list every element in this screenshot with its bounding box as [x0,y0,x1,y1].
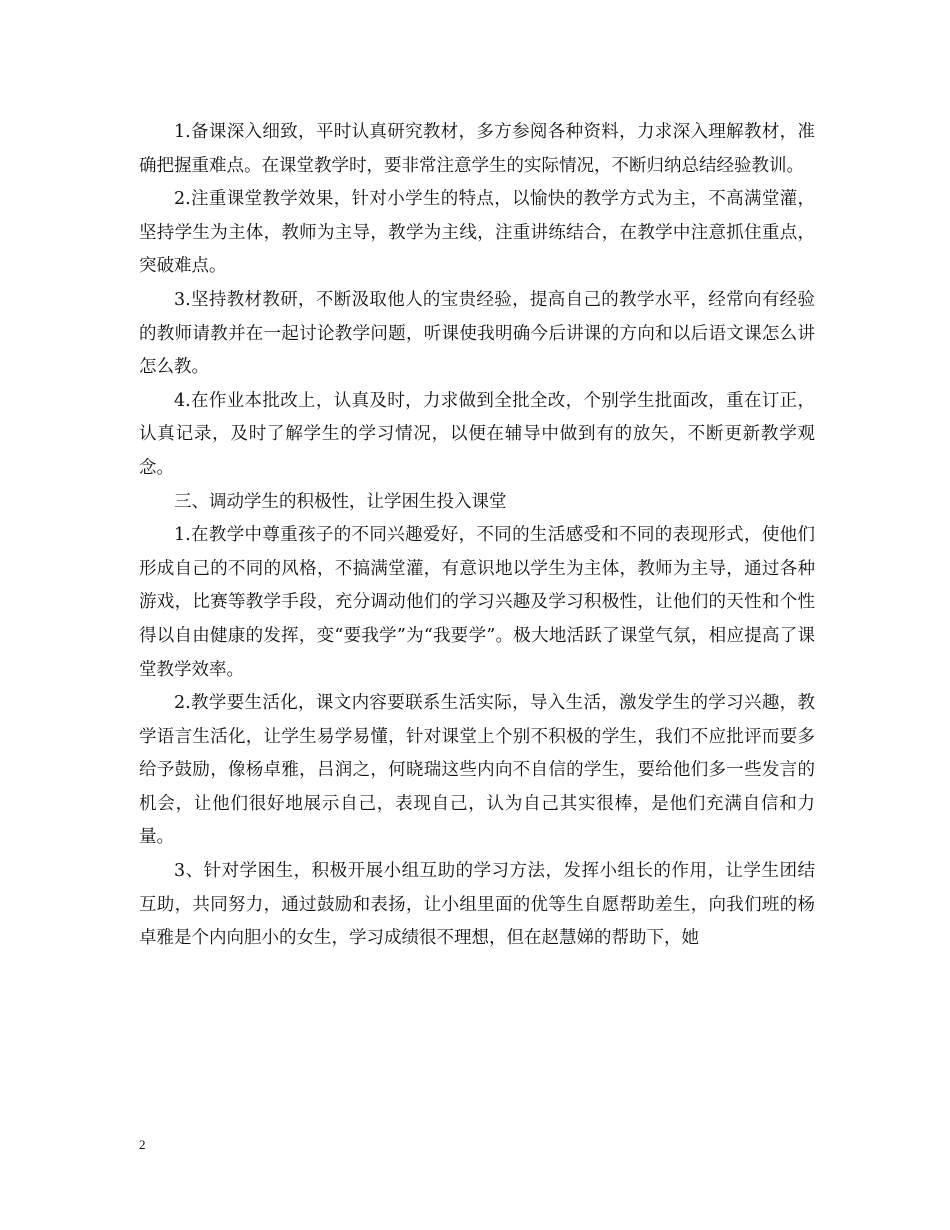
section-heading: 三、调动学生的积极性，让学困生投入课堂 [174,491,507,512]
page-number: 2 [139,1137,146,1152]
paragraph-4: 4.在作业本批改上，认真及时，力求做到全批全改，个别学生批面改，重在订正，认真记录，及时了解学生的学习情况，以便在辅导中做到有的放矢，不断更新教学观念。 [139,390,815,478]
section-paragraph-3: 3、针对学困生，积极开展小组互助的学习方法，发挥小组长的作用，让学生团结互助，共同努力，通过鼓励和表扬，让小组里面的优等生自愿帮助差生，向我们班的杨卓雅是个内向胆小的女生，学习成绩很不理想，但在赵慧娣的帮助下，她 [139,861,815,949]
paragraph-2: 2.注重课堂教学效果，针对小学生的特点，以愉快的教学方式为主，不高满堂灌，坚持学生为主体，教师为主导，教学为主线，注重讲练结合，在教学中注意抓住重点，突破难点。 [139,189,815,277]
section-paragraph-2: 2.教学要生活化，课文内容要联系生活实际，导入生活，激发学生的学习兴趣，教学语言生活化，让学生易学易懂，针对课堂上个别不积极的学生，我们不应批评而要多给予鼓励，像杨卓雅，吕润之，何晓瑞这些内向不自信的学生，要给他们多一些发言的机会，让他们很好地展示自己，表现自己，认为自己其实很棒，是他们充满自信和力量。 [139,693,815,848]
paragraph-1: 1.备课深入细致，平时认真研究教材，多方参阅各种资料，力求深入理解教材，准确把握重难点。在课堂教学时，要非常注意学生的实际情况，不断归纳总结经验教训。 [139,122,815,176]
paragraph-3: 3.坚持教材教研，不断汲取他人的宝贵经验，提高自己的教学水平，经常向有经验的教师请教并在一起讨论教学问题，听课使我明确今后讲课的方向和以后语文课怎么讲怎么教。 [139,289,815,378]
document-body [139,116,815,956]
section-paragraph-1: 1.在教学中尊重孩子的不同兴趣爱好，不同的生活感受和不同的表现形式，使他们形成自己的不同的风格，不搞满堂灌，有意识地以学生为主体，教师为主导，通过各种游戏，比赛等教学手段，充分调动他们的学习兴趣及学习积极性，让他们的天性和个性得以自由健康的发挥，变“要我学”为“我要学”。极大地活跃了课堂气氛，相应提高了课堂教学效率。 [139,525,815,680]
